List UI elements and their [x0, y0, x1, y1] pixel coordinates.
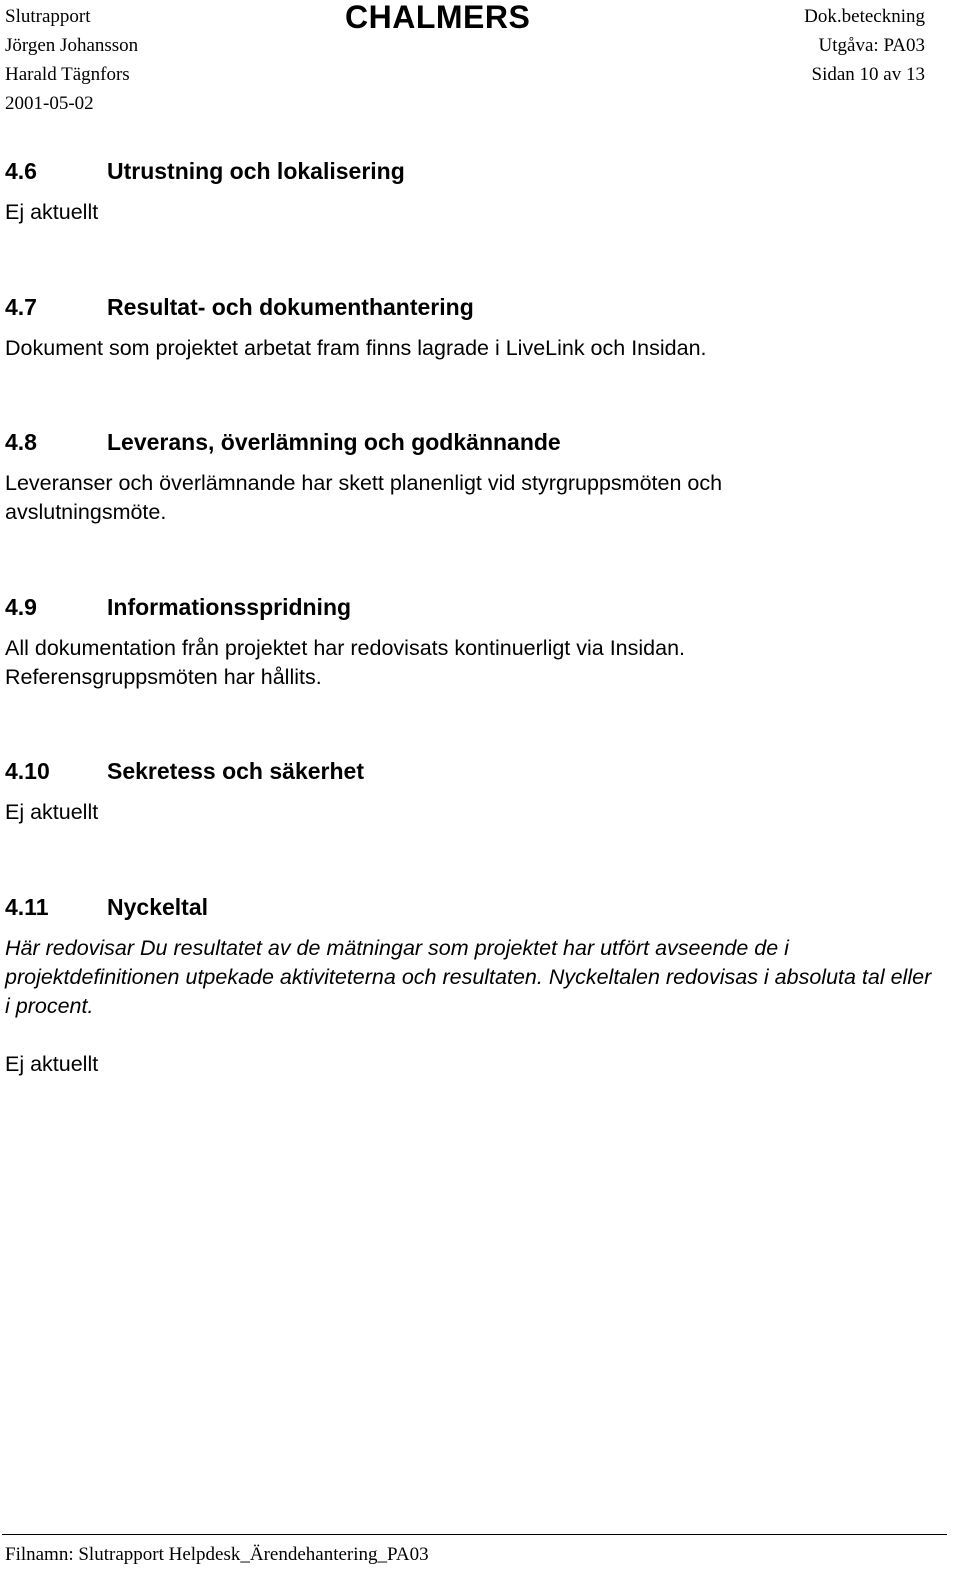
section-4-10: [5, 757, 935, 827]
section-text: Dokument som projektet arbetat fram finns lagrade i LiveLink och Insidan.: [5, 336, 707, 360]
section-number: 4.8: [5, 429, 37, 455]
footer-divider: [2, 1534, 947, 1535]
author-1: Jörgen Johansson: [5, 35, 139, 56]
document-designation: Dok.beteckning: [804, 6, 925, 27]
section-heading: [5, 757, 935, 786]
section-4-6: [5, 157, 935, 227]
section-number: 4.11: [5, 894, 49, 920]
document-edition: Utgåva: PA03: [818, 35, 925, 56]
section-heading: [5, 157, 935, 186]
section-heading: [5, 428, 935, 457]
page-number: Sidan 10 av 13: [811, 64, 925, 85]
section-heading: [5, 293, 935, 322]
section-4-8: [5, 428, 935, 527]
footer-filename: Filnamn: Slutrapport Helpdesk_Ärendehantering_PA03: [5, 1544, 429, 1565]
header-right-block: [804, 2, 925, 89]
section-title: Utrustning och lokalisering: [107, 158, 405, 184]
section-title: Resultat- och dokumenthantering: [107, 294, 474, 320]
section-4-9: [5, 593, 935, 692]
section-instruction-text: Här redovisar Du resultatet av de mätningar som projektet har utfört avseende de i projektdefinitionen utpekade aktiviteterna och resultaten. Nyckeltalen redovisas i absoluta tal eller i procent.: [5, 936, 932, 1018]
section-text: Ej aktuellt: [5, 1052, 99, 1076]
section-heading: [5, 593, 935, 622]
section-number: 4.9: [5, 594, 37, 620]
section-title: Informationsspridning: [107, 594, 352, 620]
document-date: 2001-05-02: [5, 93, 94, 114]
document-type: Slutrapport: [5, 6, 91, 27]
section-number: 4.10: [5, 758, 50, 784]
author-2: Harald Tägnfors: [5, 64, 130, 85]
section-title: Leverans, överlämning och godkännande: [107, 429, 561, 455]
header-left-block: [5, 2, 138, 118]
section-number: 4.7: [5, 294, 37, 320]
section-title: Nyckeltal: [107, 894, 209, 920]
section-4-11: [5, 893, 935, 1079]
section-text: Ej aktuellt: [5, 200, 99, 224]
section-heading: [5, 893, 935, 922]
section-text: Leveranser och överlämnande har skett planenligt vid styrgruppsmöten och avslutningsmöte.: [5, 471, 723, 524]
section-title: Sekretess och säkerhet: [107, 758, 364, 784]
section-4-7: [5, 293, 935, 363]
section-text: All dokumentation från projektet har redovisats kontinuerligt via Insidan. Referensgruppsmöten har hållits.: [5, 636, 686, 689]
chalmers-logo: CHALMERS: [345, 0, 531, 35]
section-text: Ej aktuellt: [5, 800, 99, 824]
section-number: 4.6: [5, 158, 37, 184]
